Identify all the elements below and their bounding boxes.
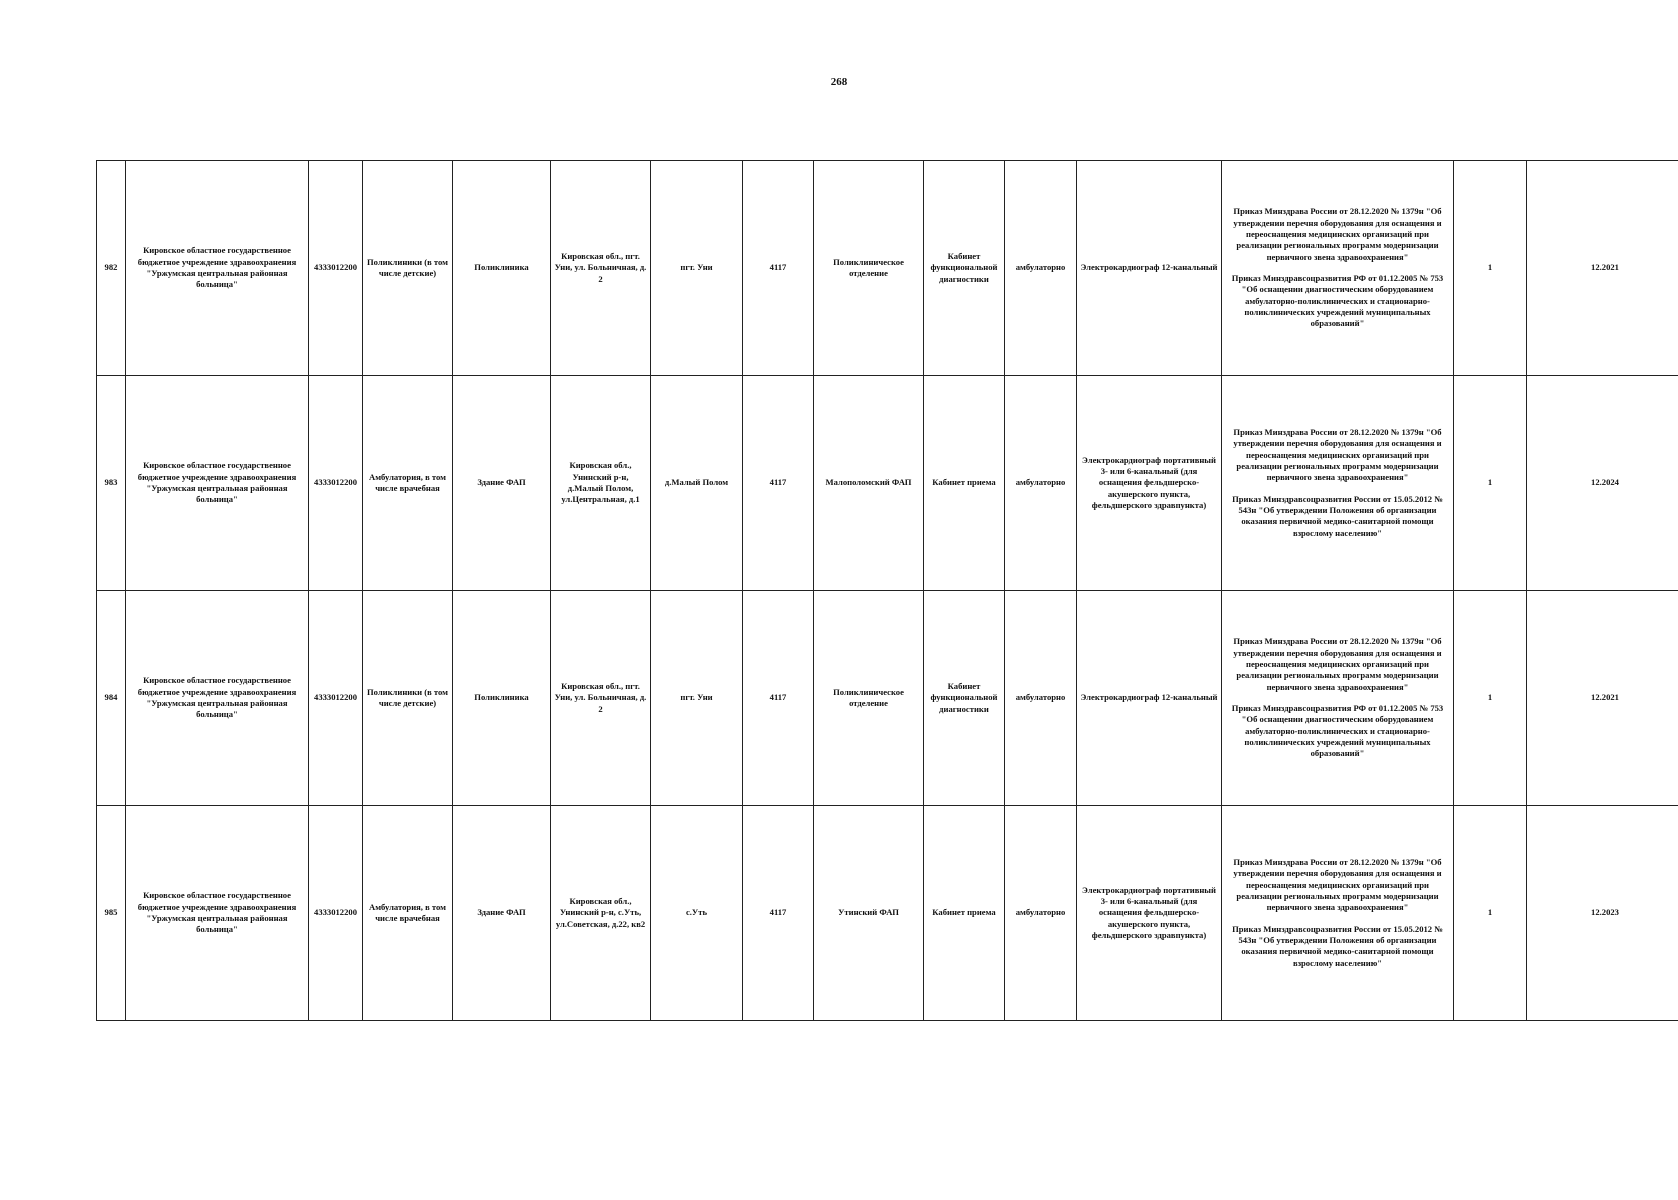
cell-code: 4117: [743, 161, 814, 376]
document-reference: Приказ Минздравсоцразвития РФ от 01.12.2005 № 753 "Об оснащении диагностическим оборудованием амбулаторно-поликлинических и стационарно-поликлинических учреждений муниципальных образований": [1231, 703, 1444, 759]
page-number: 268: [830, 76, 848, 88]
cell-quantity: 1: [1454, 806, 1527, 1021]
cell-care-mode: амбулаторно: [1005, 806, 1077, 1021]
cell-room: Кабинет функциональной диагностики: [924, 591, 1005, 806]
document-reference: Приказ Минздравсоцразвития России от 15.05.2012 № 543н "Об утверждении Положения об организации оказания первичной медико-санитарной помощи взрослому населению": [1232, 493, 1443, 538]
cell-room: Кабинет приема: [924, 806, 1005, 1021]
document-reference: Приказ Минздравсоцразвития РФ от 01.12.2005 № 753 "Об оснащении диагностическим оборудованием амбулаторно-поликлинических и стационарно-поликлинических учреждений муниципальных образований": [1231, 273, 1444, 329]
cell-date: 12.2023: [1527, 806, 1678, 1021]
cell-facility-type: Поликлиники (в том числе детские): [363, 591, 453, 806]
cell-address: Кировская обл., Унинский р-н, с.Уть, ул.Советская, д.22, кв2: [551, 806, 651, 1021]
cell-number: 985: [97, 806, 126, 1021]
document-reference: Приказ Минздравсоцразвития России от 15.05.2012 № 543н "Об утверждении Положения об организации оказания первичной медико-санитарной помощи взрослому населению": [1232, 923, 1443, 968]
cell-documents: [1222, 376, 1454, 591]
cell-address: Кировская обл., пгт. Уни, ул. Больничная, д. 2: [551, 591, 651, 806]
document-reference: Приказ Минздрава России от 28.12.2020 № 1379н "Об утверждении перечня оборудования для оснащения и переоснащения медицинских организаций при реализации региональных программ модернизации первичного звена здравоохранения": [1233, 206, 1442, 262]
cell-inn: 4333012200: [309, 161, 363, 376]
cell-facility-type: Поликлиники (в том числе детские): [363, 161, 453, 376]
cell-equipment: Электрокардиограф портативный 3- или 6-канальный (для оснащения фельдшерско-акушерского пункта, фельдшерского здравпункта): [1077, 376, 1222, 591]
cell-inn: 4333012200: [309, 591, 363, 806]
table-row: [97, 161, 1678, 376]
cell-quantity: 1: [1454, 161, 1527, 376]
cell-code: 4117: [743, 376, 814, 591]
document-reference: Приказ Минздрава России от 28.12.2020 № 1379н "Об утверждении перечня оборудования для оснащения и переоснащения медицинских организаций при реализации региональных программ модернизации первичного звена здравоохранения": [1233, 856, 1442, 913]
cell-documents: [1222, 161, 1454, 376]
cell-care-mode: амбулаторно: [1005, 161, 1077, 376]
cell-locality: пгт. Уни: [651, 161, 743, 376]
document-reference: Приказ Минздрава России от 28.12.2020 № 1379н "Об утверждении перечня оборудования для оснащения и переоснащения медицинских организаций при реализации региональных программ модернизации первичного звена здравоохранения": [1233, 426, 1442, 483]
cell-number: 982: [97, 161, 126, 376]
cell-organization: Кировское областное государственное бюджетное учреждение здравоохранения "Уржумская центральная районная больница": [126, 161, 309, 376]
cell-organization: Кировское областное государственное бюджетное учреждение здравоохранения "Уржумская центральная районная больница": [126, 376, 309, 591]
cell-equipment: Электрокардиограф 12-канальный: [1077, 161, 1222, 376]
cell-code: 4117: [743, 591, 814, 806]
table-row: [97, 376, 1678, 591]
cell-building: Поликлиника: [453, 591, 551, 806]
cell-equipment: Электрокардиограф портативный 3- или 6-канальный (для оснащения фельдшерско-акушерского пункта, фельдшерского здравпункта): [1077, 806, 1222, 1021]
table-row: [97, 591, 1678, 806]
cell-date: 12.2021: [1527, 591, 1678, 806]
cell-unit: Малополомский ФАП: [814, 376, 924, 591]
cell-locality: д.Малый Полом: [651, 376, 743, 591]
cell-date: 12.2021: [1527, 161, 1678, 376]
table-row: [97, 806, 1678, 1021]
cell-facility-type: Амбулатория, в том числе врачебная: [363, 376, 453, 591]
cell-building: Здание ФАП: [453, 376, 551, 591]
cell-documents: [1222, 806, 1454, 1021]
cell-organization: Кировское областное государственное бюджетное учреждение здравоохранения "Уржумская центральная районная больница": [126, 806, 309, 1021]
cell-building: Здание ФАП: [453, 806, 551, 1021]
cell-number: 984: [97, 591, 126, 806]
cell-facility-type: Амбулатория, в том числе врачебная: [363, 806, 453, 1021]
cell-unit: Утинский ФАП: [814, 806, 924, 1021]
cell-care-mode: амбулаторно: [1005, 591, 1077, 806]
cell-address: Кировская обл., Унинский р-н, д.Малый Полом, ул.Центральная, д.1: [551, 376, 651, 591]
cell-care-mode: амбулаторно: [1005, 376, 1077, 591]
cell-building: Поликлиника: [453, 161, 551, 376]
cell-locality: пгт. Уни: [651, 591, 743, 806]
cell-number: 983: [97, 376, 126, 591]
cell-address: Кировская обл., пгт. Уни, ул. Больничная, д. 2: [551, 161, 651, 376]
cell-unit: Поликлиническое отделение: [814, 591, 924, 806]
cell-room: Кабинет функциональной диагностики: [924, 161, 1005, 376]
cell-inn: 4333012200: [309, 806, 363, 1021]
cell-code: 4117: [743, 806, 814, 1021]
cell-quantity: 1: [1454, 376, 1527, 591]
cell-equipment: Электрокардиограф 12-канальный: [1077, 591, 1222, 806]
cell-quantity: 1: [1454, 591, 1527, 806]
cell-date: 12.2024: [1527, 376, 1678, 591]
document-reference: Приказ Минздрава России от 28.12.2020 № 1379н "Об утверждении перечня оборудования для оснащения и переоснащения медицинских организаций при реализации региональных программ модернизации первичного звена здравоохранения": [1233, 636, 1442, 692]
cell-organization: Кировское областное государственное бюджетное учреждение здравоохранения "Уржумская центральная районная больница": [126, 591, 309, 806]
cell-documents: [1222, 591, 1454, 806]
equipment-table: [96, 160, 1678, 1021]
cell-room: Кабинет приема: [924, 376, 1005, 591]
cell-inn: 4333012200: [309, 376, 363, 591]
cell-locality: с.Уть: [651, 806, 743, 1021]
cell-unit: Поликлиническое отделение: [814, 161, 924, 376]
